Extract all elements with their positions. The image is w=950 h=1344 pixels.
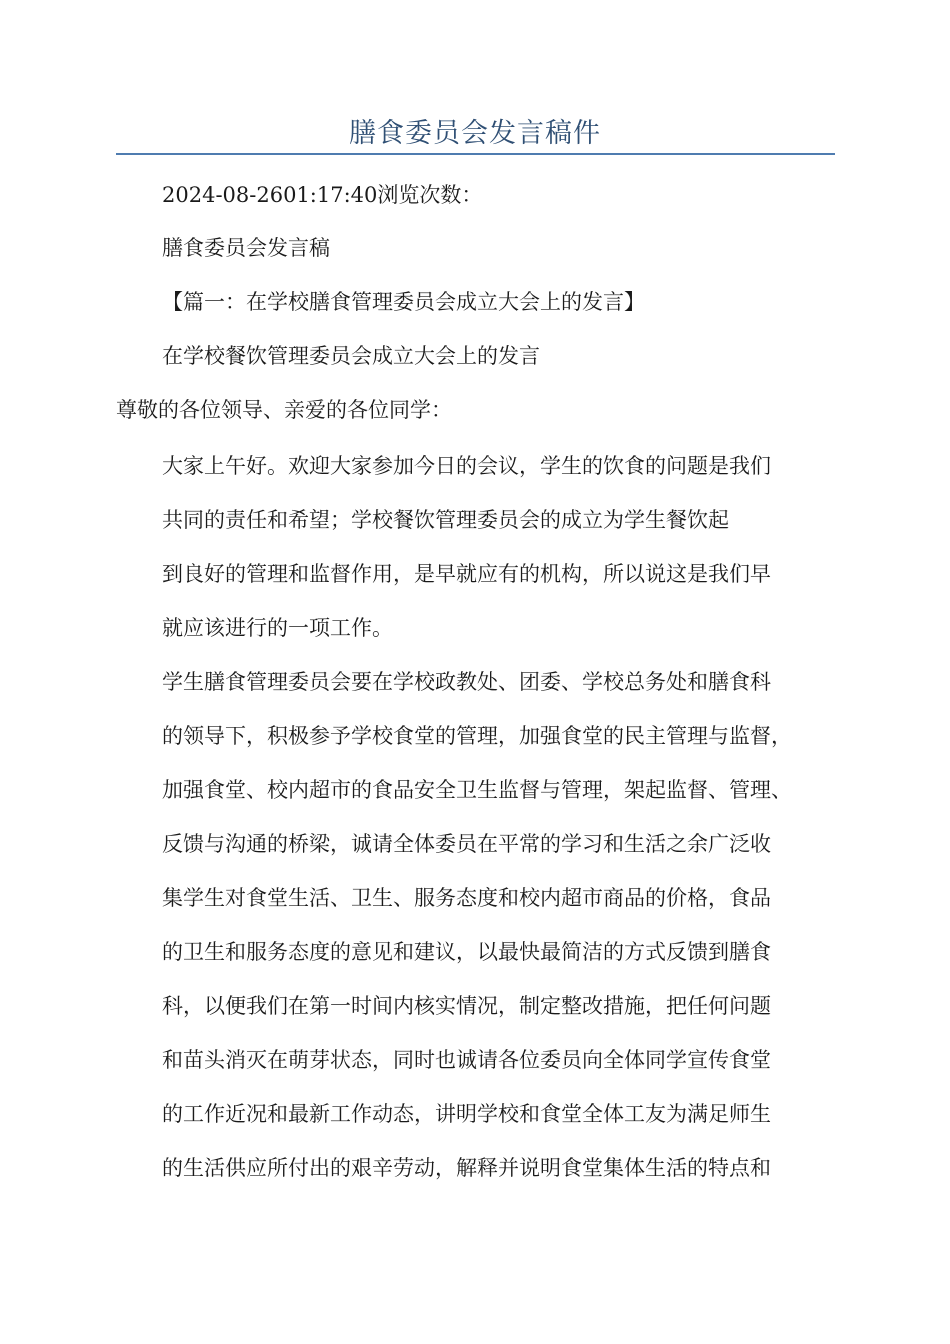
body-line: 的生活供应所付出的艰辛劳动，解释并说明食堂集体生活的特点和 xyxy=(162,1156,771,1180)
title-underline xyxy=(116,153,835,155)
body-line: 集学生对食堂生活、卫生、服务态度和校内超市商品的价格，食品 xyxy=(162,886,771,910)
body-line: 到良好的管理和监督作用，是早就应有的机构，所以说这是我们早 xyxy=(162,562,771,586)
subtitle-line: 膳食委员会发言稿 xyxy=(162,236,330,260)
body-line: 的工作近况和最新工作动态，讲明学校和食堂全体工友为满足师生 xyxy=(162,1102,771,1126)
body-line: 加强食堂、校内超市的食品安全卫生监督与管理，架起监督、管理、 xyxy=(162,778,792,802)
document-title: 膳食委员会发言稿件 xyxy=(349,118,601,149)
body-line: 的领导下，积极参予学校食堂的管理，加强食堂的民主管理与监督， xyxy=(162,724,792,748)
body-line: 大家上午好。欢迎大家参加今日的会议，学生的饮食的问题是我们 xyxy=(162,454,771,478)
body-line: 就应该进行的一项工作。 xyxy=(162,616,393,640)
meta-date-line: 2024-08-2601:17:40浏览次数： xyxy=(162,183,483,207)
body-line: 共同的责任和希望；学校餐饮管理委员会的成立为学生餐饮起 xyxy=(162,508,729,532)
body-line: 的卫生和服务态度的意见和建议，以最快最简洁的方式反馈到膳食 xyxy=(162,940,771,964)
body-line: 反馈与沟通的桥梁，诚请全体委员在平常的学习和生活之余广泛收 xyxy=(162,832,771,856)
section-heading: 【篇一：在学校膳食管理委员会成立大会上的发言】 xyxy=(162,290,645,314)
body-line: 学生膳食管理委员会要在学校政教处、团委、学校总务处和膳食科 xyxy=(162,670,771,694)
body-line: 科，以便我们在第一时间内核实情况，制定整改措施，把任何问题 xyxy=(162,994,771,1018)
salutation: 尊敬的各位领导、亲爱的各位同学： xyxy=(116,398,452,422)
body-line: 和苗头消灭在萌芽状态，同时也诚请各位委员向全体同学宣传食堂 xyxy=(162,1048,771,1072)
speech-title: 在学校餐饮管理委员会成立大会上的发言 xyxy=(162,344,540,368)
